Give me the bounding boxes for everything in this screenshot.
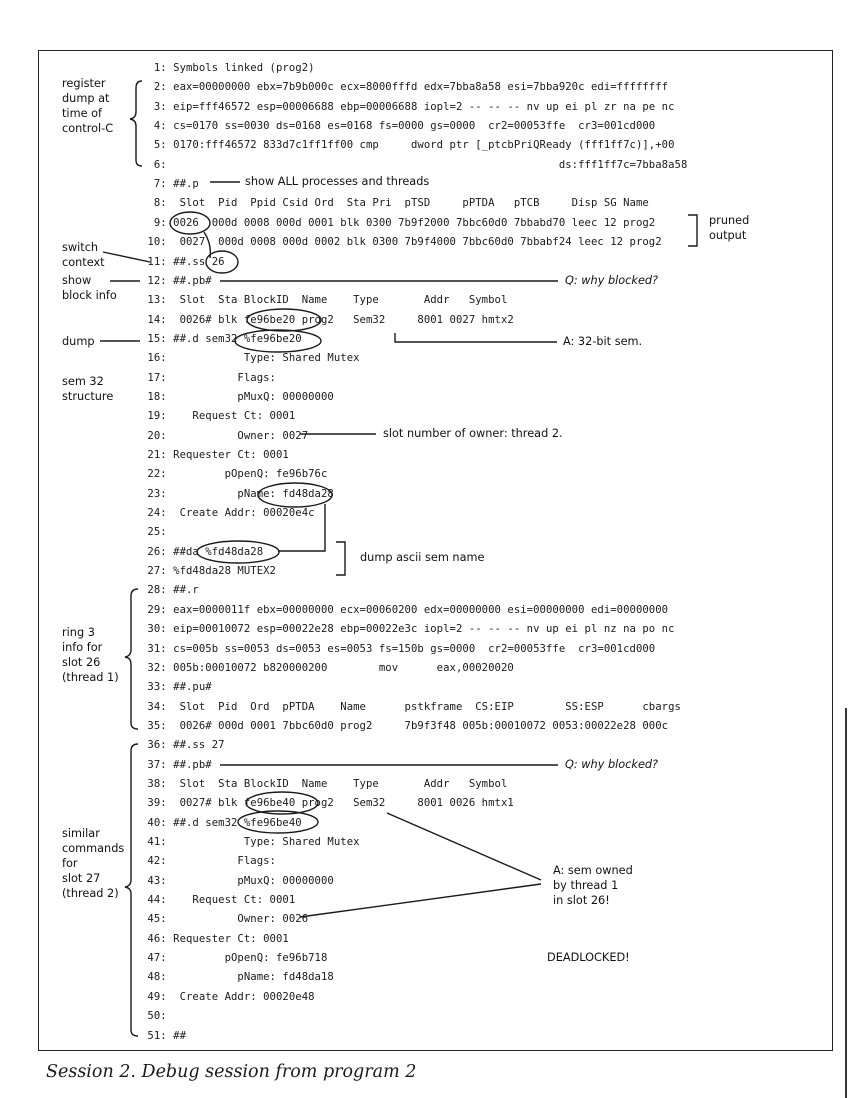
bracket-pruned-output [688,215,697,246]
listing-line: 51: ## [141,1029,186,1042]
leader-blockid-to-answer [387,813,541,880]
circle-da-fd48da28 [197,541,279,563]
listing-line: 40: ##.d sem32 %fe96be40 [141,816,302,829]
listing-line: 41: Type: Shared Mutex [141,836,360,848]
listing-line: 24: Create Addr: 00020e4c [141,507,315,520]
listing-line: 47: pOpenQ: fe96b718 [141,952,328,965]
leader-owner-to-answer [300,884,541,917]
note-sem32-structure: sem 32 structure [62,375,114,403]
note-why-blocked-2: Q: why blocked? [565,758,659,771]
caption: Session 2. Debug session from program 2 [46,1062,417,1082]
listing-line: 11: ##.ss 26 [141,255,225,268]
listing-line: 5: 0170:fff46572 833d7c1ff1ff00 cmp dword ptr [_ptcbPriQReady (fff1ff7c)],+00 [141,139,675,152]
note-register-dump: register dump at time of control-C [62,77,114,135]
brace-register-dump [130,81,142,166]
listing-line: 3: eip=fff46572 esp=00006688 ebp=00006688 iopl=2 -- -- -- nv up ei pl zr na pe nc [141,100,675,113]
listing-line: 33: ##.pu# [141,681,212,694]
circle-sem32-fe96be20 [235,330,321,352]
listing-line: 1: Symbols linked (prog2) [141,62,315,74]
listing-line: 32: 005b:00010072 b820000200 mov eax,00020020 [141,661,514,674]
note-dump-ascii: dump ascii sem name [360,551,485,564]
note-similar-commands: similar commands for slot 27 (thread 2) [62,827,125,900]
circle-slot-0026 [170,212,210,234]
page-edge-bar [845,708,847,1098]
listing-line: 21: Requester Ct: 0001 [141,449,289,461]
listing-line: 43: pMuxQ: 00000000 [141,874,334,887]
note-sem-owned: A: sem owned by thread 1 in slot 26! [553,864,633,907]
listing-line: 15: ##.d sem32 %fe96be20 [141,332,302,345]
listing-line: 19: Request Ct: 0001 [141,410,296,423]
listing-line: 35: 0026# 000d 0001 7bbc60d0 prog2 7b9f3f48 005b:00010072 0053:00022e28 000c [141,719,669,732]
listing-line: 9: 0026 000d 0008 000d 0001 blk 0300 7b9f2000 7bbc60d0 7bbabd70 leec 12 prog2 [141,216,656,229]
leader-slot-to-ss [204,232,210,258]
listing-line: 4: cs=0170 ss=0030 ds=0168 es=0168 fs=0000 gs=0000 cr2=00053ffe cr3=001cd000 [141,120,656,133]
listing-line: 23: pName: fd48da28 [141,487,334,500]
listing-line: 13: Slot Sta BlockID Name Type Addr Symbol [141,294,508,307]
bracket-dump-ascii [336,542,345,575]
listing-line: 7: ##.p [141,178,199,191]
listing-line: 42: Flags: [141,855,276,868]
note-32bit-sem: A: 32-bit sem. [563,335,643,348]
listing-line: 27: %fd48da28 MUTEX2 [141,565,276,578]
circle-pname-fd48da28 [258,483,332,507]
leader-switch-context [103,252,150,262]
listing-line: 31: cs=005b ss=0053 ds=0053 es=0053 fs=150b gs=0000 cr2=00053ffe cr3=001cd000 [141,642,656,655]
listing-line: 6: ds:fff1ff7c=7bba8a58 [141,158,688,171]
listing-line: 14: 0026# blk fe96be20 prog2 Sem32 8001 0027 hmtx2 [141,313,514,326]
listing-line: 28: ##.r [141,584,199,597]
listing-line: 34: Slot Pid Ord pPTDA Name pstkframe CS:EIP SS:ESP cbargs [141,700,681,713]
listing-line: 30: eip=00010072 esp=00022e28 ebp=00022e3c iopl=2 -- -- -- nv up ei pl nz na po nc [141,623,675,636]
listing-line: 50: [141,1010,167,1023]
listing-line: 17: Flags: [141,371,276,384]
listing-line: 12: ##.pb# [141,274,212,287]
listing-line: 45: Owner: 0026 [141,913,309,926]
note-deadlocked: DEADLOCKED! [547,951,630,964]
listing-line: 44: Request Ct: 0001 [141,894,296,907]
circle-ss-26 [206,251,238,273]
note-show-block-info: show block info [62,274,117,302]
listing-line: 18: pMuxQ: 00000000 [141,390,334,403]
listing-line: 46: Requester Ct: 0001 [141,932,289,945]
listing-line: 38: Slot Sta BlockID Name Type Addr Symbol [141,777,508,790]
listing-line: 16: Type: Shared Mutex [141,352,360,365]
leader-pname-to-da [278,504,325,551]
brace-similar [125,744,138,1036]
listing-line: 8: Slot Pid Ppid Csid Ord Sta Pri pTSD pPTDA pTCB Disp SG Name [141,197,649,210]
listing-line: 20: Owner: 0027 [141,429,309,442]
listing-line: 49: Create Addr: 00020e48 [141,990,315,1003]
listing-line: 2: eax=00000000 ebx=7b9b000c ecx=8000fffd edx=7bba8a58 esi=7bba920c edi=ffffffff [141,81,669,94]
listing-line: 48: pName: fd48da18 [141,971,334,984]
listing-line: 36: ##.ss 27 [141,739,225,752]
listing-line: 29: eax=0000011f ebx=00000000 ecx=00060200 edx=00000000 esi=00000000 edi=00000000 [141,603,669,616]
brace-ring3 [125,589,138,729]
note-slot-owner: slot number of owner: thread 2. [383,427,563,440]
note-why-blocked-1: Q: why blocked? [565,274,659,287]
circle-blockid-fe96be20 [247,309,321,331]
listing-line: 39: 0027# blk fe96be40 prog2 Sem32 8001 0026 hmtx1 [141,797,514,810]
note-pruned-output: pruned output [709,214,750,242]
listing-line: 37: ##.pb# [141,758,212,771]
note-dump: dump [62,335,95,348]
note-show-all: show ALL processes and threads [245,175,430,188]
listing-line: 26: ##da %fd48da28 [141,545,264,558]
listing-line: 10: 0027 000d 0008 000d 0002 blk 0300 7b9f4000 7bbc60d0 7bbabf24 leec 12 prog2 [141,236,662,249]
leader-32bit [395,333,557,342]
note-switch-context: switch context [62,241,105,269]
note-ring3-info: ring 3 info for slot 26 (thread 1) [62,626,119,684]
listing-line: 25: [141,526,167,539]
listing-line: 22: pOpenQ: fe96b76c [141,468,328,481]
